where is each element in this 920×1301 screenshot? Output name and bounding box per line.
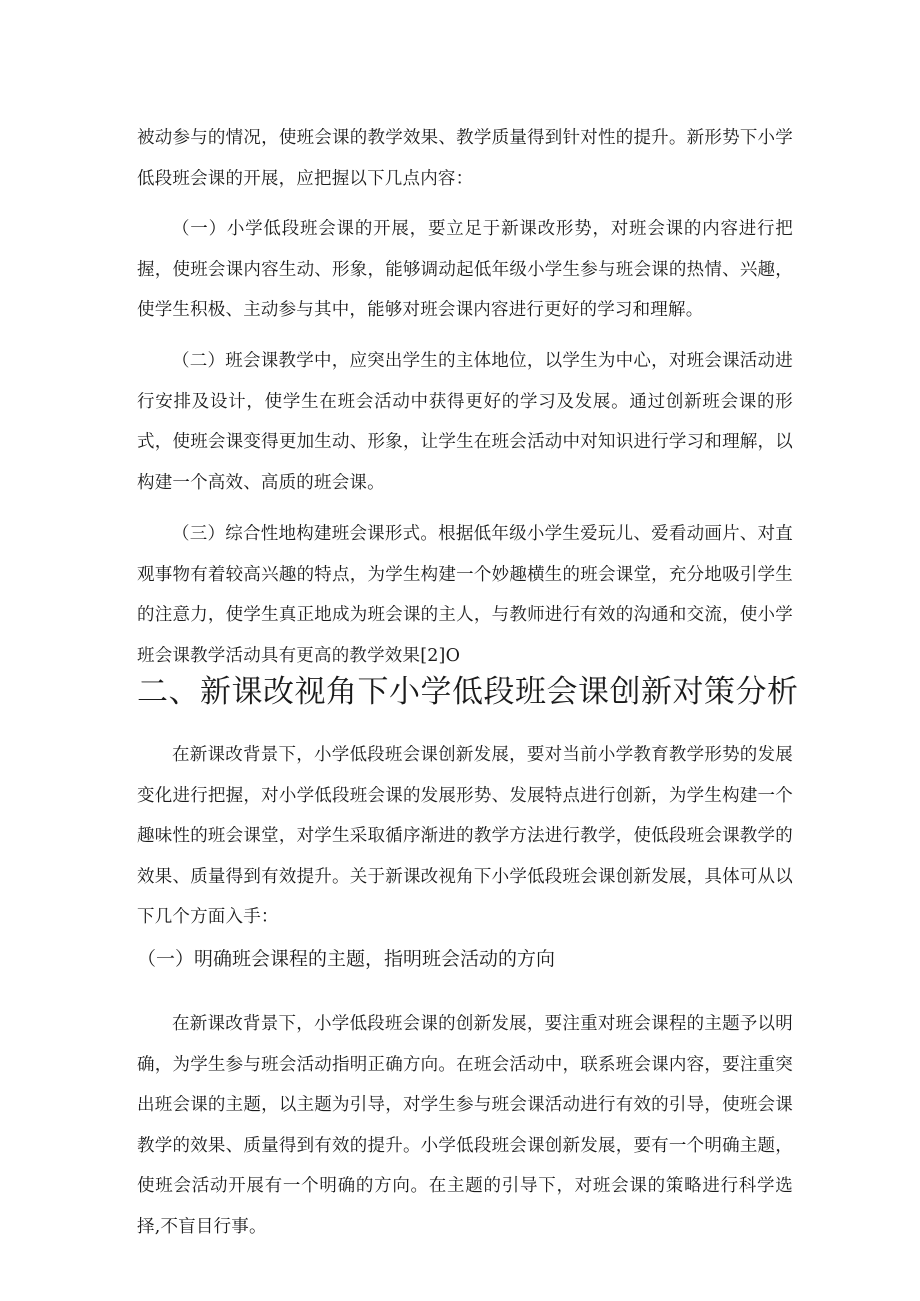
paragraph-point-2: （二）班会课教学中，应突出学生的主体地位，以学生为中心，对班会课活动进行安排及设计，使学生在班会活动中获得更好的学习及发展。通过创新班会课的形式，使班会课变得更加生动、形象，让学生在班会活动中对知识进行学习和理解，以构建一个高效、高质的班会课。: [137, 351, 793, 493]
section-heading-2: 二、新课改视角下小学低段班会课创新对策分析: [137, 674, 799, 710]
subsection-heading-1: （一）明确班会课程的主题，指明班会活动的方向: [137, 948, 556, 970]
paragraph-point-3: （三）综合性地构建班会课形式。根据低年级小学生爱玩儿、爱看动画片、对直观事物有着较高兴趣的特点，为学生构建一个妙趣横生的班会课堂，充分地吸引学生的注意力，使学生真正地成为班会课的主人，与教师进行有效的沟通和交流，使小学班会课教学活动具有更高的教学效果[2]O: [137, 524, 793, 666]
paragraph-point-1: （一）小学低段班会课的开展，要立足于新课改形势，对班会课的内容进行把握，使班会课内容生动、形象，能够调动起低年级小学生参与班会课的热情、兴趣，使学生积极、主动参与其中，能够对班会课内容进行更好的学习和理解。: [137, 219, 793, 320]
paragraph-intro-continued: 被动参与的情况，使班会课的教学效果、教学质量得到针对性的提升。新形势下小学低段班会课的开展，应把握以下几点内容：: [137, 128, 793, 189]
paragraph-subsection-1-body: 在新课改背景下，小学低段班会课的创新发展，要注重对班会课程的主题予以明确，为学生参与班会活动指明正确方向。在班会活动中，联系班会课内容，要注重突出班会课的主题，以主题为引导，对学生参与班会课活动进行有效的引导，使班会课教学的效果、质量得到有效的提升。小学低段班会课创新发展，要有一个明确主题，使班会活动开展有一个明确的方向。在主题的引导下，对班会课的策略进行科学选择,不盲目行事。: [137, 1014, 793, 1237]
paragraph-section-2-intro: 在新课改背景下，小学低段班会课创新发展，要对当前小学教育教学形势的发展变化进行把握，对小学低段班会课的发展形势、发展特点进行创新，为学生构建一个趣味性的班会课堂，对学生采取循序渐进的教学方法进行教学，使低段班会课教学的效果、质量得到有效提升。关于新课改视角下小学低段班会课创新发展，具体可从以下几个方面入手：: [137, 745, 793, 927]
